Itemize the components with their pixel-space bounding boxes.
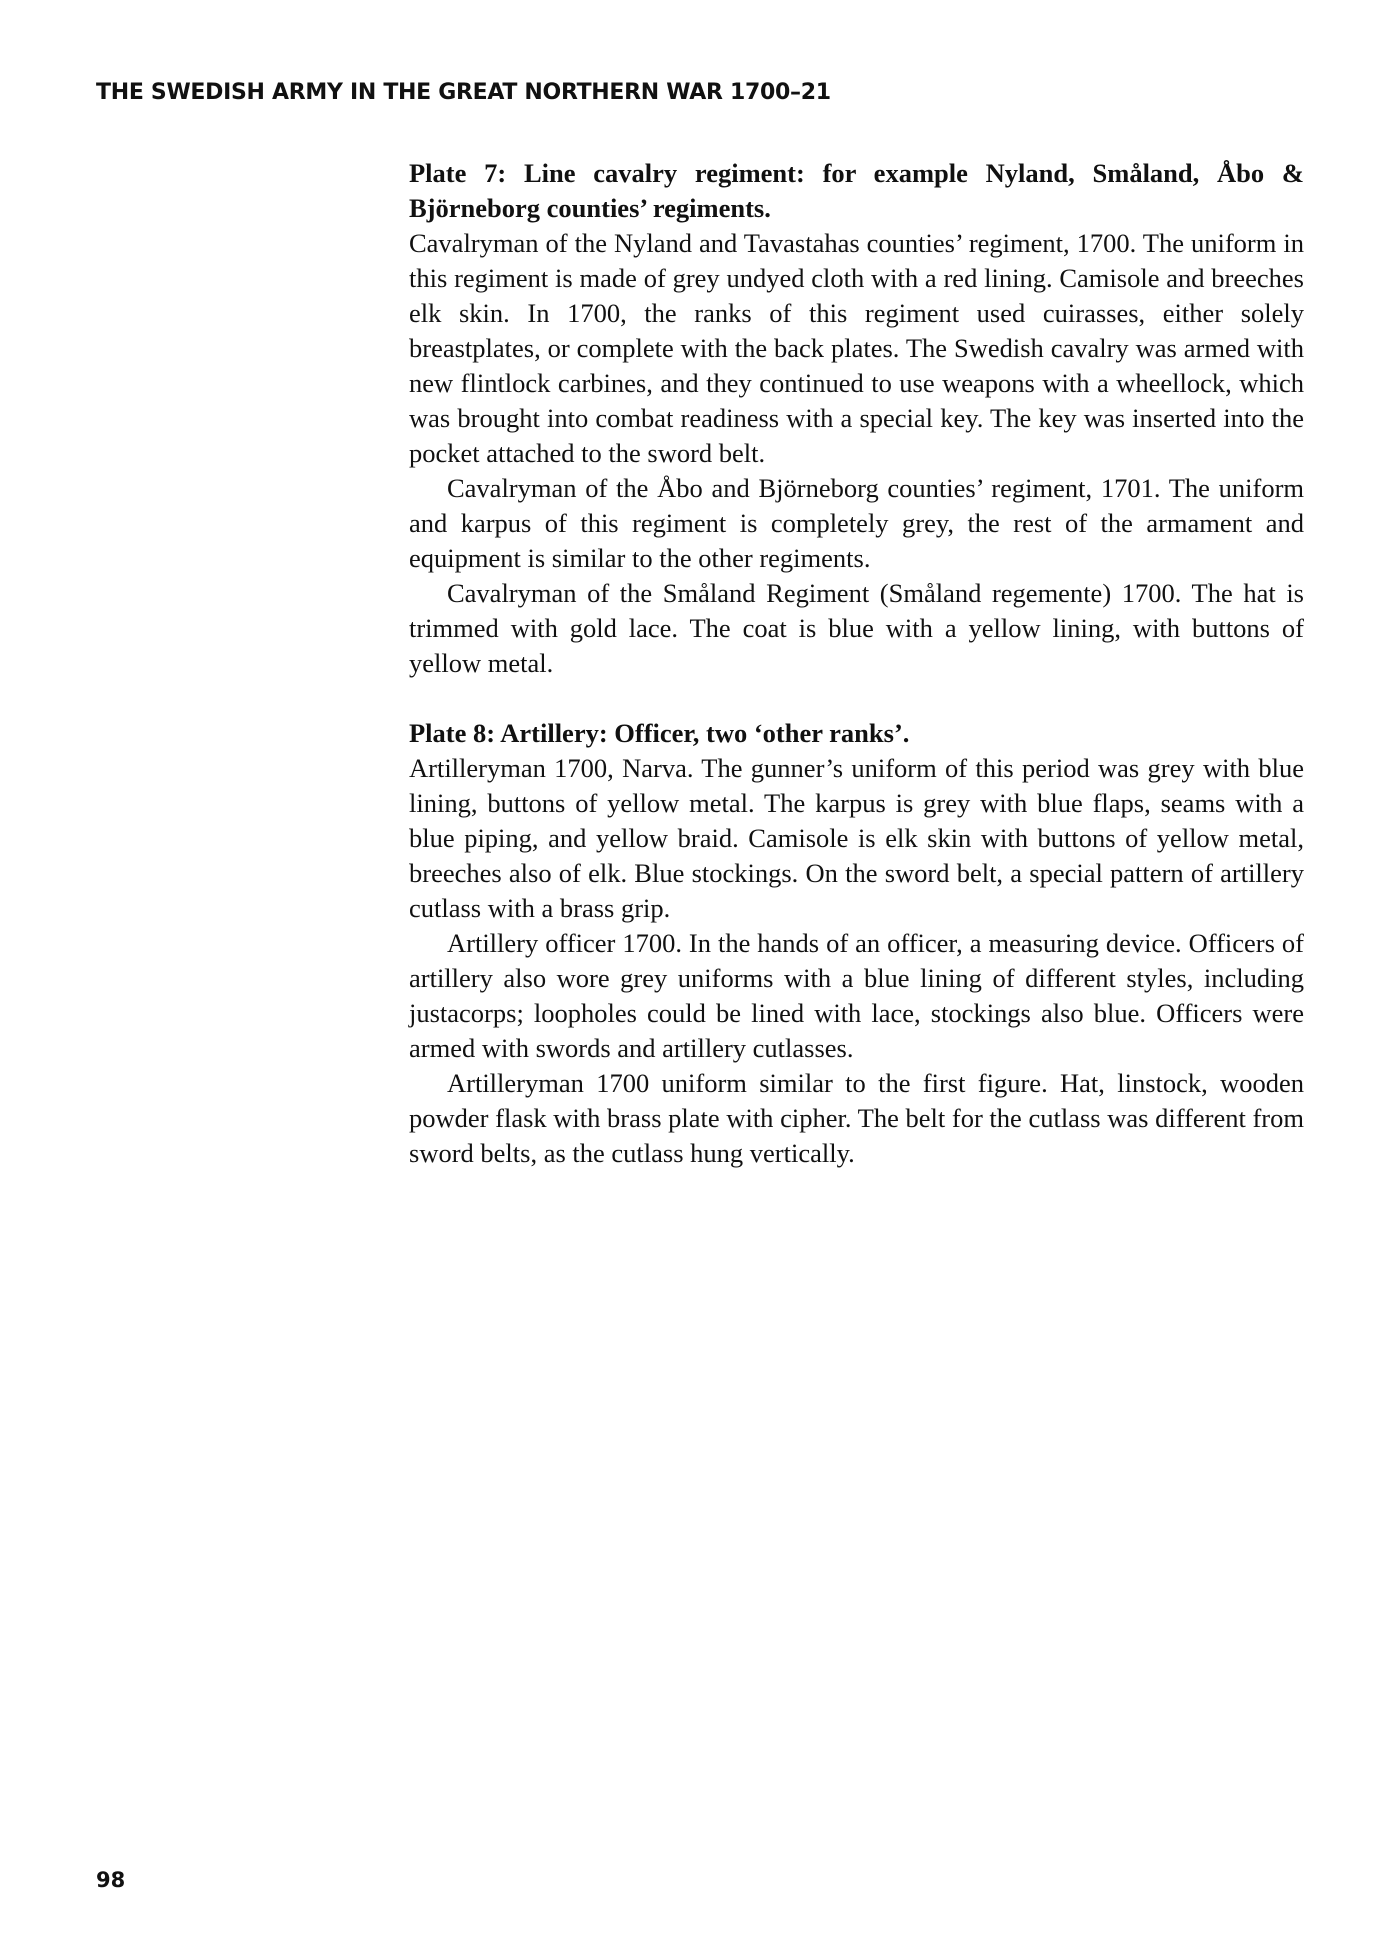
plate-7-section	[409, 156, 1304, 681]
plate-7-paragraph-1: Cavalryman of the Nyland and Tavastahas counties’ regiment, 1700. The uniform in this regiment is made of grey undyed cloth with a red lining. Camisole and breeches elk skin. In 1700, the ranks of this regiment used cuirasses, either solely breastplates, or complete with the back plates. The Swedish cavalry was armed with new flintlock carbines, and they continued to use weapons with a wheellock, which was brought into combat readiness with a special key. The key was inserted into the pocket attached to the sword belt.	[409, 228, 1304, 468]
page-number: 98	[96, 1868, 126, 1892]
plate-7-paragraph-3: Cavalryman of the Småland Regiment (Småland regemente) 1700. The hat is trimmed with gold lace. The coat is blue with a yellow lining, with buttons of yellow metal.	[409, 578, 1304, 678]
plate-8-heading: Plate 8: Artillery: Officer, two ‘other ranks’.	[409, 718, 910, 748]
plate-8-paragraph-1: Artilleryman 1700, Narva. The gunner’s uniform of this period was grey with blue lining, buttons of yellow metal. The karpus is grey with blue flaps, seams with a blue piping, and yellow braid. Camisole is elk skin with buttons of yellow metal, breeches also of elk. Blue stockings. On the sword belt, a special pattern of artillery cutlass with a brass grip.	[409, 753, 1304, 923]
running-head: THE SWEDISH ARMY IN THE GREAT NORTHERN WAR 1700–21	[96, 80, 831, 105]
plate-8-section	[409, 716, 1304, 1171]
plate-7-heading: Plate 7: Line cavalry regiment: for example Nyland, Småland, Åbo & Björneborg counties’ regiments.	[409, 158, 1304, 223]
body-text-column	[409, 156, 1304, 1171]
plate-8-paragraph-2: Artillery officer 1700. In the hands of an officer, a measuring device. Officers of artillery also wore grey uniforms with a blue lining of different styles, including justacorps; loopholes could be lined with lace, stockings also blue. Officers were armed with swords and artillery cutlasses.	[409, 928, 1304, 1063]
plate-8-paragraph-3: Artilleryman 1700 uniform similar to the first figure. Hat, linstock, wooden powder flask with brass plate with cipher. The belt for the cutlass was different from sword belts, as the cutlass hung vertically.	[409, 1068, 1304, 1168]
plate-7-paragraph-2: Cavalryman of the Åbo and Björneborg counties’ regiment, 1701. The uniform and karpus of this regiment is completely grey, the rest of the armament and equipment is similar to the other regiments.	[409, 473, 1304, 573]
